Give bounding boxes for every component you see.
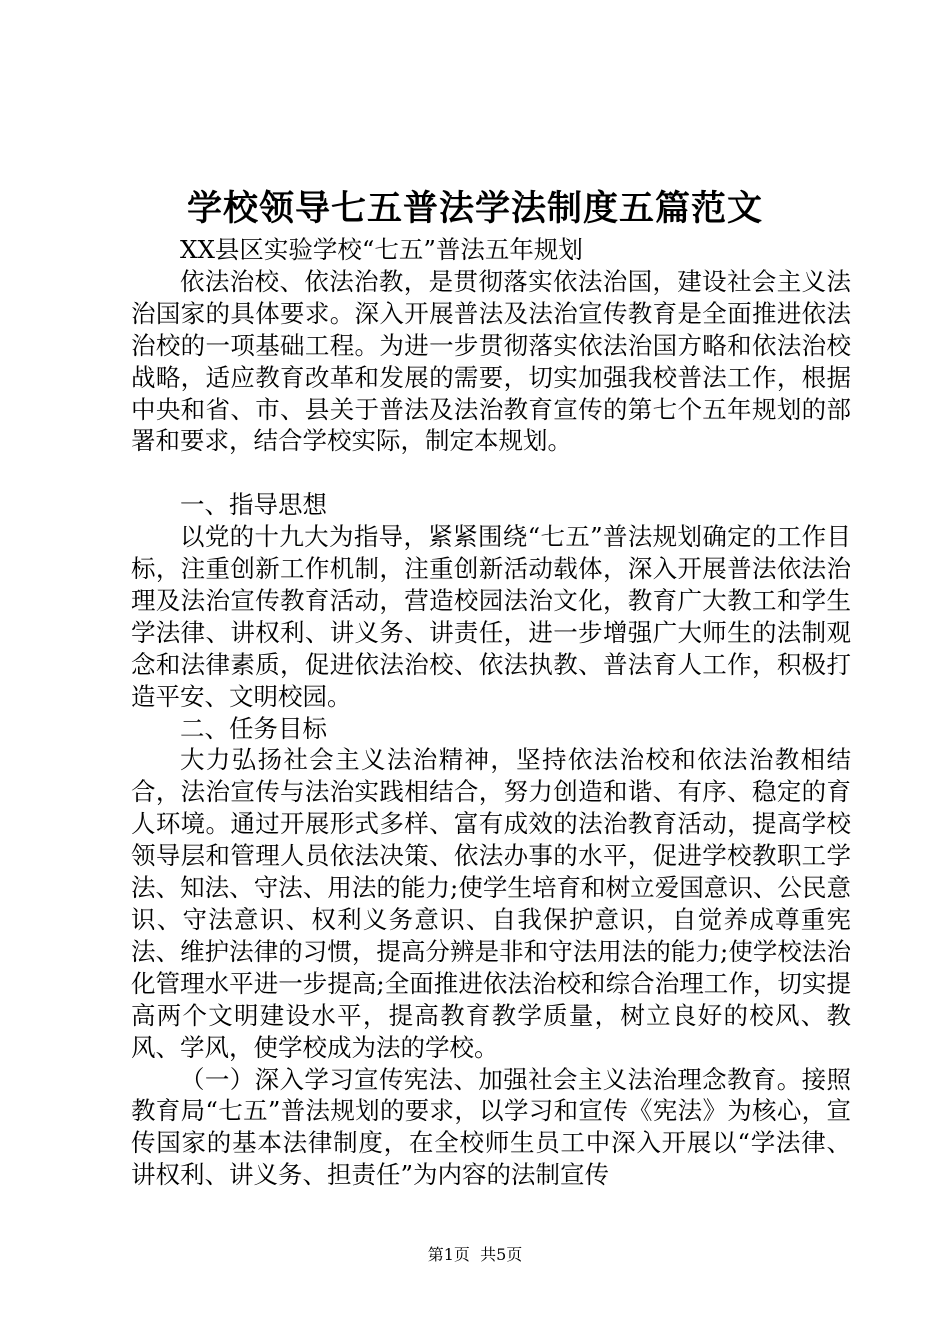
guiding-ideology-paragraph: 以党的十九大为指导，紧紧围绕“七五”普法规划确定的工作目标，注重创新工作机制，注重创新活动载体，深入开展普法依法治理及法治宣传教育活动，营造校园法治文化，教育广大教工和学生学法律、讲权利、讲义务、讲责任，进一步增强广大师生的法制观念和法律素质，促进依法治校、依法执教、普法育人工作，积极打造平安、文明校园。 (131, 522, 851, 711)
task-goals-paragraph: 大力弘扬社会主义法治精神，坚持依法治校和依法治教相结合，法治宣传与法治实践相结合，努力创造和谐、有序、稳定的育人环境。通过开展形式多样、富有成效的法治教育活动，提高学校领导层和管理人员依法决策、依法办事的水平，促进学校教职工学法、知法、守法、用法的能力;使学生培育和树立爱国意识、公民意识、守法意识、权利义务意识、自我保护意识，自觉养成尊重宪法、维护法律的习惯，提高分辨是非和守法用法的能力;使学校法治化管理水平进一步提高;全面推进依法治校和综合治理工作，切实提高两个文明建设水平，提高教育教学质量，树立良好的校风、教风、学风，使学校成为法的学校。 (131, 745, 851, 1062)
intro-paragraph: 依法治校、依法治教，是贯彻落实依法治国，建设社会主义法治国家的具体要求。深入开展普法及法治宣传教育是全面推进依法治校的一项基础工程。为进一步贯彻落实依法治国方略和依法治校战略，适应教育改革和发展的需要，切实加强我校普法工作，根据中央和省、市、县关于普法及法治教育宣传的第七个五年规划的部署和要求，结合学校实际，制定本规划。 (131, 266, 851, 456)
section-heading-guiding-ideology: 一、指导思想 (180, 490, 327, 520)
document-title: 学校领导七五普法学法制度五篇范文 (186, 188, 763, 229)
document-body (131, 234, 851, 1191)
constitution-study-paragraph: （一）深入学习宣传宪法、加强社会主义法治理念教育。接照教育局“七五”普法规划的要求，以学习和宣传《宪法》为核心，宣传国家的基本法律制度，在全校师生员工中深入开展以“学法律、讲权利、讲义务、担责任”为内容的法制宣传 (131, 1064, 851, 1190)
paragraph-gap (131, 457, 851, 489)
page-footer (0, 1244, 950, 1266)
section-heading-task-goals: 二、任务目标 (180, 713, 327, 743)
subtitle-paragraph: XX县区实验学校“七五”普法五年规划 (180, 235, 583, 264)
page-number: 第1页 共5页 (427, 1245, 523, 1264)
